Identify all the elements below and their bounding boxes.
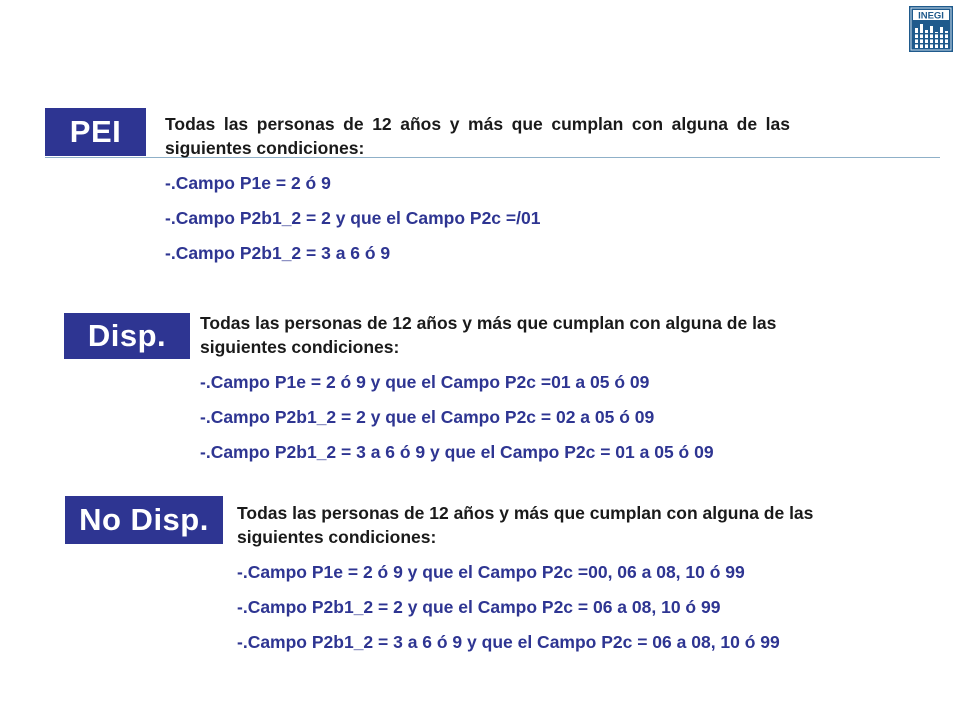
condition-item: -.Campo P1e = 2 ó 9 — [165, 173, 331, 193]
condition-list-disp — [200, 371, 714, 476]
section-description-disp: Todas las personas de 12 años y más que cumplan con alguna de las siguientes condiciones: — [200, 313, 777, 357]
condition-item: -.Campo P1e = 2 ó 9 y que el Campo P2c =01 a 05 ó 09 — [200, 372, 650, 392]
condition-list-pei — [165, 172, 540, 277]
condition-item: -.Campo P2b1_2 = 3 a 6 ó 9 y que el Campo P2c = 01 a 05 ó 09 — [200, 442, 714, 462]
section-description-no-disp: Todas las personas de 12 años y más que cumplan con alguna de las siguientes condiciones: — [237, 503, 814, 547]
condition-item: -.Campo P1e = 2 ó 9 y que el Campo P2c =00, 06 a 08, 10 ó 99 — [237, 562, 745, 582]
condition-item: -.Campo P2b1_2 = 2 y que el Campo P2c = 02 a 05 ó 09 — [200, 407, 655, 427]
condition-item: -.Campo P2b1_2 = 2 y que el Campo P2c =/01 — [165, 208, 541, 228]
condition-list-no-disp — [237, 561, 780, 666]
section-label-disp: Disp. — [64, 313, 190, 359]
section-label-no-disp: No Disp. — [65, 496, 223, 544]
condition-item: -.Campo P2b1_2 = 3 a 6 ó 9 — [165, 243, 391, 263]
section-description-pei: Todas las personas de 12 años y más que cumplan con alguna de las siguientes condiciones: — [165, 114, 790, 158]
condition-item: -.Campo P2b1_2 = 2 y que el Campo P2c = 06 a 08, 10 ó 99 — [237, 597, 721, 617]
svg-text:INEGI: INEGI — [918, 10, 944, 22]
section-label-pei: PEI — [45, 108, 146, 156]
condition-item: -.Campo P2b1_2 = 3 a 6 ó 9 y que el Campo P2c = 06 a 08, 10 ó 99 — [237, 632, 780, 652]
inegi-logo — [909, 6, 953, 52]
